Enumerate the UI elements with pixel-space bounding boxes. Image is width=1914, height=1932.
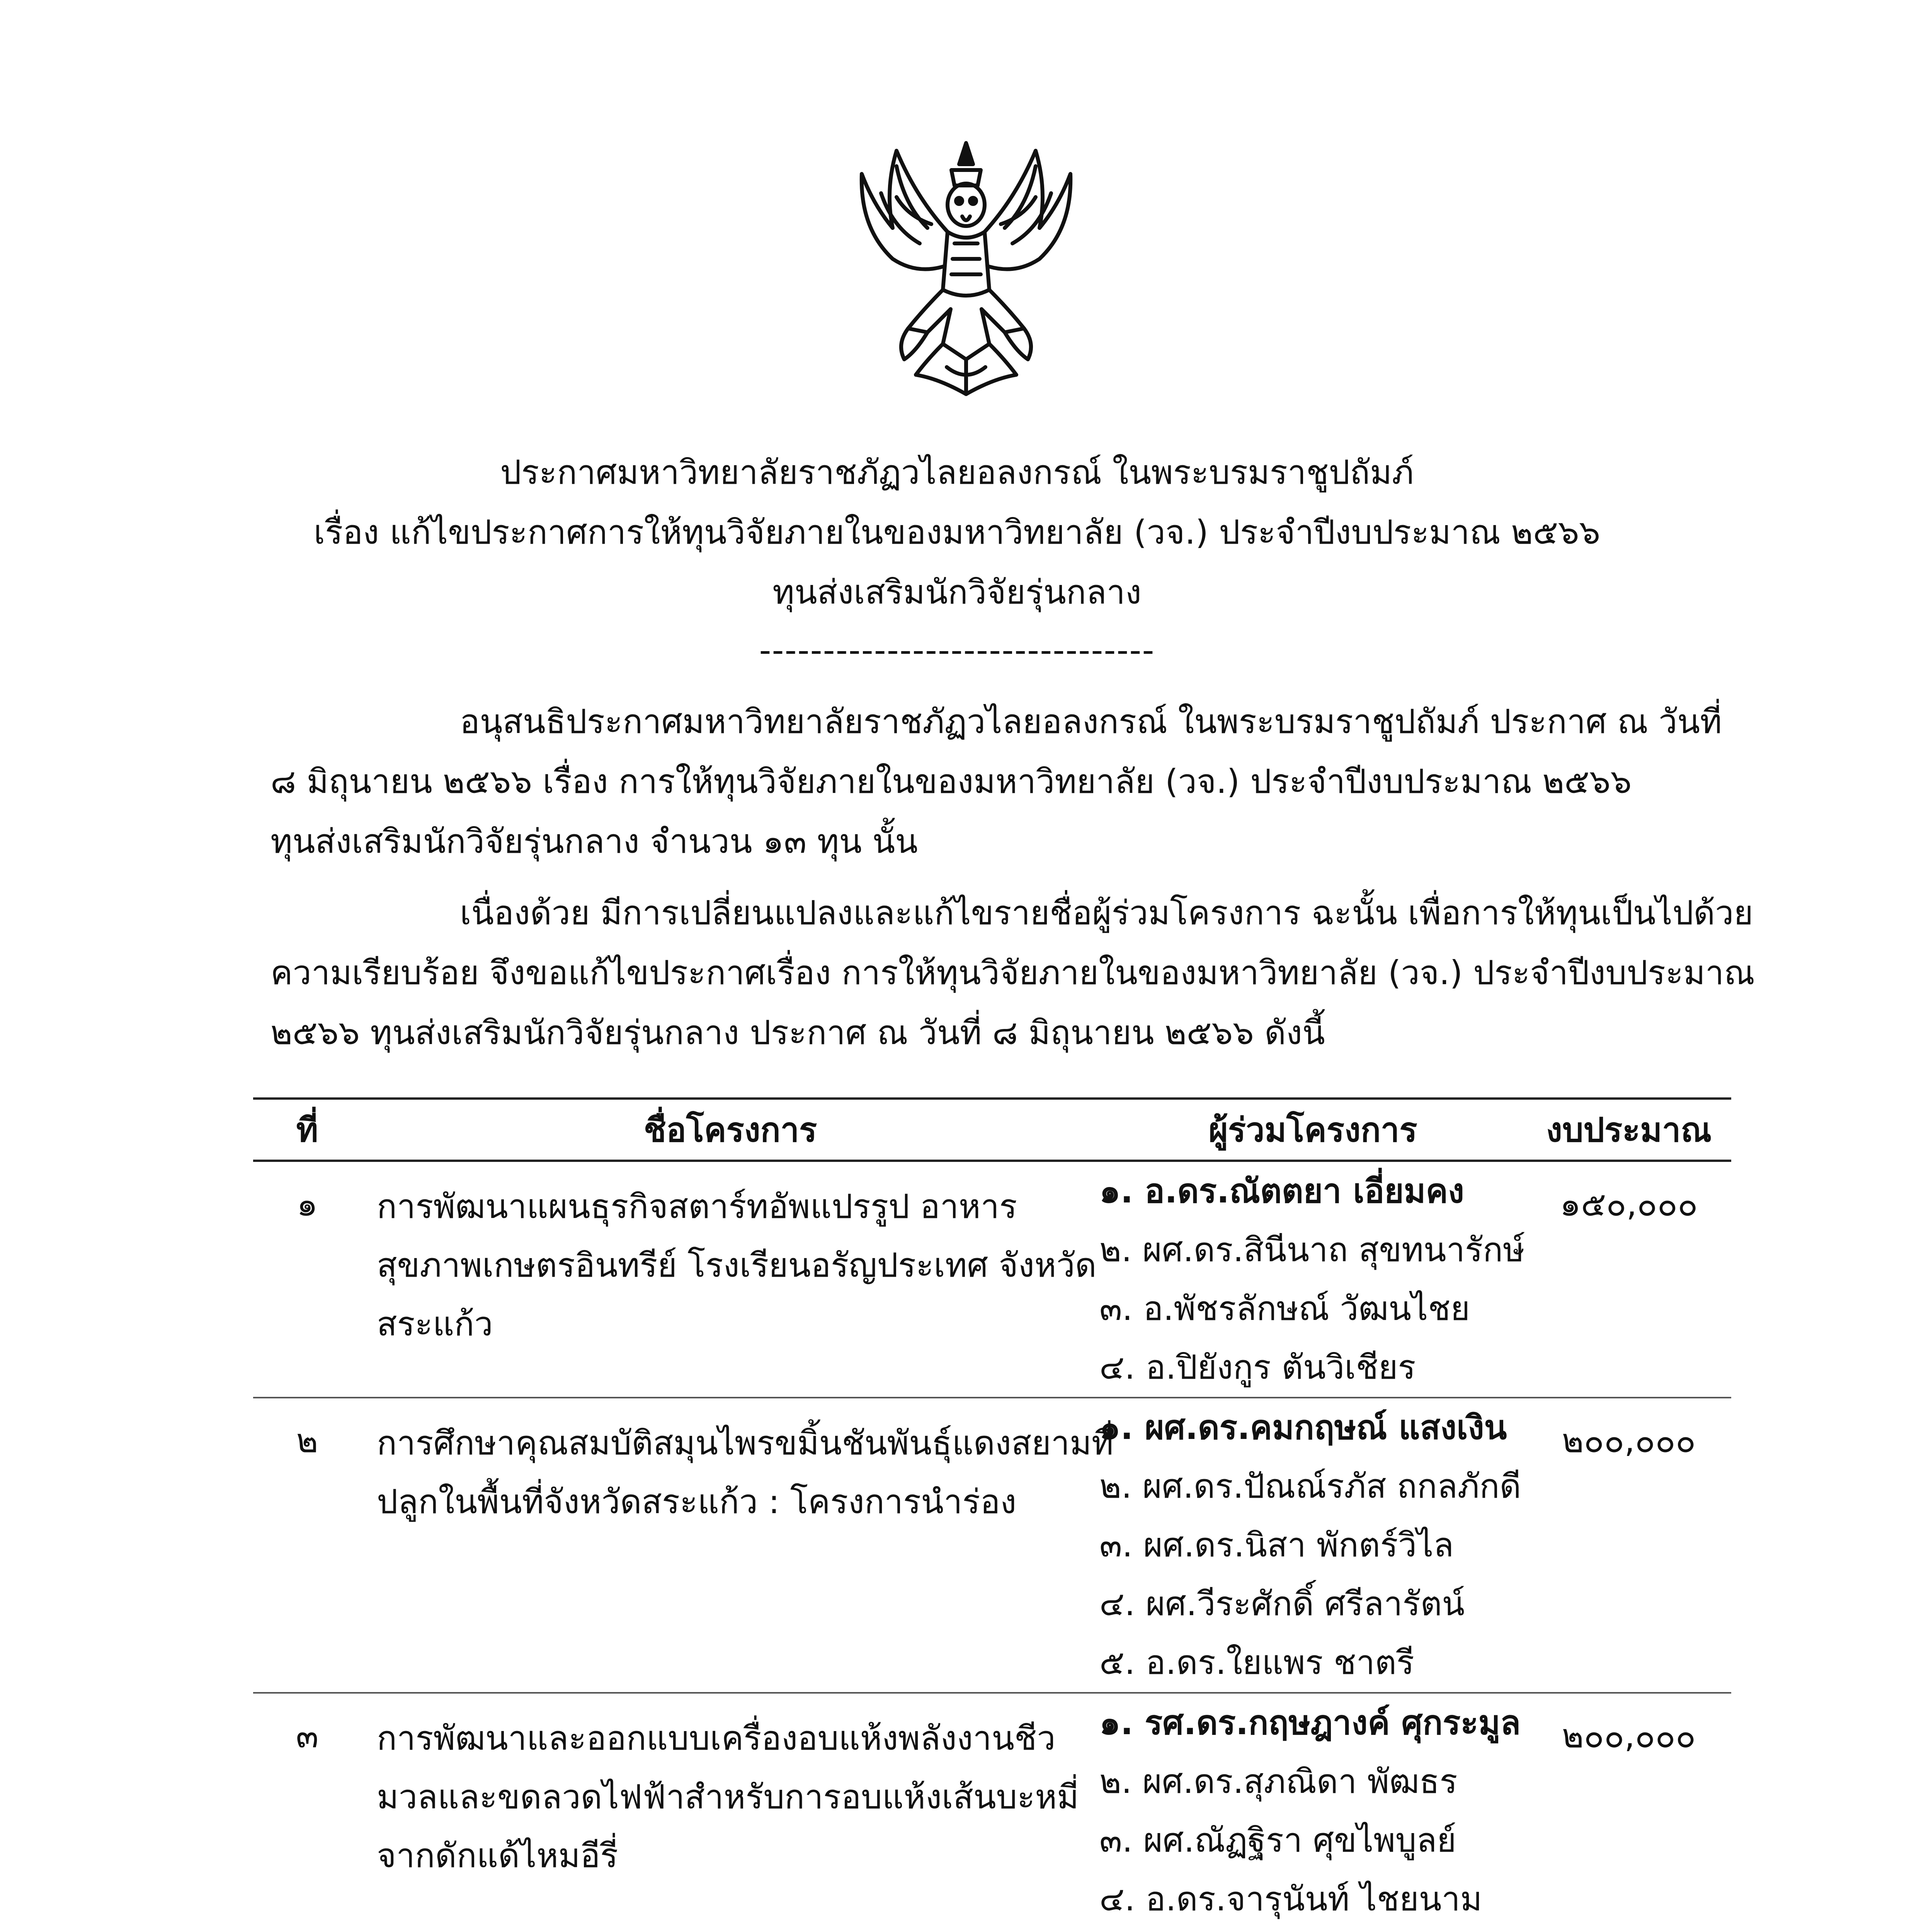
- title-divider: -------------------------------: [759, 631, 1155, 670]
- project-title-line: จากดักแด้ไหมอีรี่: [377, 1837, 618, 1875]
- project-title: [361, 1693, 1099, 1932]
- header-members: ผู้ร่วมโครงการ: [1099, 1099, 1526, 1161]
- paragraph-2-line-3: ๒๕๖๖ ทุนส่งเสริมนักวิจัยรุ่นกลาง ประกาศ ณ วันที่ ๘ มิถุนายน ๒๕๖๖ ดังนี้: [271, 1014, 1325, 1052]
- lead-researcher: ๑. ผศ.ดร.คมกฤษณ์ แสงเงิน: [1099, 1408, 1507, 1447]
- subject-line: เรื่อง แก้ไขประกาศการให้ทุนวิจัยภายในของมหาวิทยาลัย (วจ.) ประจำปีงบประมาณ ๒๕๖๖: [313, 513, 1601, 552]
- co-researcher: ๒. ผศ.ดร.สุภณิดา พัฒธร: [1099, 1762, 1458, 1801]
- garuda-emblem: [850, 128, 1082, 406]
- co-researcher: ๓. ผศ.ดร.นิสา พักตร์วิไล: [1099, 1526, 1454, 1565]
- co-researcher: ๒. ผศ.ดร.สินีนาถ สุขทนารักษ์: [1099, 1231, 1525, 1269]
- paragraph-2-line-1: เนื่องด้วย มีการเปลี่ยนแปลงและแก้ไขรายชื่อผู้ร่วมโครงการ ฉะนั้น เพื่อการให้ทุนเป็นไปด้วย: [460, 894, 1753, 932]
- project-title-line: มวลและขดลวดไฟฟ้าสำหรับการอบแห้งเส้นบะหมี่: [377, 1778, 1079, 1816]
- project-title-line: ปลูกในพื้นที่จังหวัดสระแก้ว : โครงการนำร่อง: [377, 1483, 1017, 1521]
- budget-amount: ๒๐๐,๐๐๐: [1526, 1398, 1731, 1693]
- table-header-row: [253, 1099, 1731, 1161]
- budget-amount: ๒๐๐,๐๐๐: [1526, 1693, 1731, 1932]
- announcement-title: ประกาศมหาวิทยาลัยราชภัฏวไลยอลงกรณ์ ในพระบรมราชูปถัมภ์: [500, 453, 1414, 492]
- paragraph-1-line-3: ทุนส่งเสริมนักวิจัยรุ่นกลาง จำนวน ๑๓ ทุน นั้น: [271, 822, 918, 861]
- project-title: [361, 1398, 1114, 1693]
- co-researcher: ๔. อ.ปิยังกูร ตันวิเชียร: [1099, 1348, 1416, 1387]
- co-researcher: ๒. ผศ.ดร.ปัณณ์รภัส ถกลภักดี: [1099, 1467, 1521, 1506]
- table-row: [253, 1398, 1731, 1693]
- header-budget: งบประมาณ: [1526, 1099, 1731, 1161]
- co-researcher: ๓. อ.พัชรลักษณ์ วัฒนไชย: [1099, 1289, 1470, 1328]
- co-researcher: [1099, 1929, 1526, 1932]
- paragraph-1-line-1: อนุสนธิประกาศมหาวิทยาลัยราชภัฏวไลยอลงกรณ์ ในพระบรมราชูปถัมภ์ ประกาศ ณ วันที่: [460, 702, 1722, 741]
- table-row: [253, 1693, 1731, 1932]
- grants-table: [253, 1097, 1731, 1932]
- member-list: [1099, 1161, 1526, 1398]
- member-list: [1099, 1693, 1526, 1932]
- co-researcher: ๔. ผศ.วีระศักดิ์ ศรีลารัตน์: [1099, 1585, 1465, 1623]
- row-number: ๓: [253, 1693, 361, 1932]
- project-title-line: การพัฒนาและออกแบบเครื่องอบแห้งพลังงานชีว: [377, 1719, 1056, 1758]
- project-title-line: สระแก้ว: [377, 1305, 493, 1344]
- project-title-line: การพัฒนาแผนธุรกิจสตาร์ทอัพแปรรูป อาหาร: [377, 1187, 1017, 1226]
- member-list: [1099, 1398, 1526, 1693]
- budget-amount: ๑๕๐,๐๐๐: [1526, 1161, 1731, 1398]
- paragraph-1-line-2: ๘ มิถุนายน ๒๕๖๖ เรื่อง การให้ทุนวิจัยภายในของมหาวิทยาลัย (วจ.) ประจำปีงบประมาณ ๒๕๖๖: [271, 762, 1632, 801]
- project-title-line: การศึกษาคุณสมบัติสมุนไพรขมิ้นชันพันธุ์แดงสยามที่: [377, 1424, 1114, 1463]
- header-project-title: ชื่อโครงการ: [361, 1099, 1099, 1161]
- table-row: [253, 1161, 1731, 1398]
- co-researcher: ๕. อ.ดร.ใยแพร ชาตรี: [1099, 1643, 1414, 1682]
- co-researcher: ๔. อ.ดร.จารุนันท์ ไชยนาม: [1099, 1880, 1482, 1918]
- row-number: ๑: [253, 1161, 361, 1398]
- project-title-line: สุขภาพเกษตรอินทรีย์ โรงเรียนอรัญประเทศ จังหวัด: [377, 1246, 1097, 1285]
- header-no: ที่: [253, 1099, 361, 1161]
- row-number: ๒: [253, 1398, 361, 1693]
- lead-researcher: ๑. อ.ดร.ณัตตยา เอี่ยมคง: [1099, 1172, 1464, 1211]
- project-title: [361, 1161, 1099, 1398]
- lead-researcher: ๑. รศ.ดร.กฤษฎางค์ ศุกระมูล: [1099, 1704, 1521, 1742]
- paragraph-2-line-2: ความเรียบร้อย จึงขอแก้ไขประกาศเรื่อง การให้ทุนวิจัยภายในของมหาวิทยาลัย (วจ.) ประจำปีงบประมาณ: [271, 954, 1755, 992]
- co-researcher: ๓. ผศ.ณัฏฐิรา ศุขไพบูลย์: [1099, 1821, 1456, 1860]
- grant-category: ทุนส่งเสริมนักวิจัยรุ่นกลาง: [772, 573, 1142, 612]
